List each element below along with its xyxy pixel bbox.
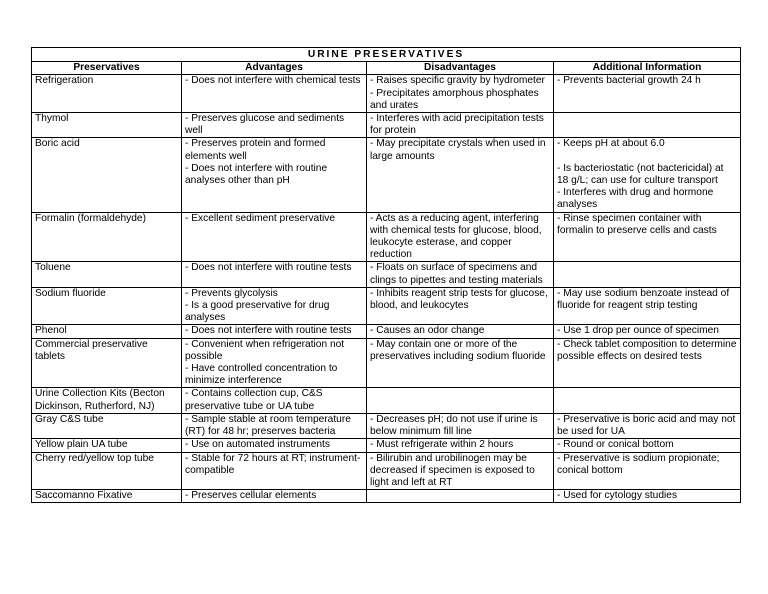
- advantages-cell: - Preserves cellular elements: [182, 490, 367, 503]
- additional-info-cell: - Use 1 drop per ounce of specimen: [554, 325, 741, 338]
- preservative-cell: Boric acid: [32, 138, 182, 212]
- advantages-cell: - Preserves protein and formed elements well - Does not interfere with routine analyses other than pH: [182, 138, 367, 212]
- table-row: [32, 490, 741, 503]
- table-row: [32, 287, 741, 325]
- disadvantages-cell: - May contain one or more of the preservatives including sodium fluoride: [367, 338, 554, 388]
- additional-info-cell: - Check tablet composition to determine possible effects on desired tests: [554, 338, 741, 388]
- table-row: [32, 388, 741, 413]
- additional-info-cell: - Used for cytology studies: [554, 490, 741, 503]
- column-header-additional-information: Additional Information: [554, 62, 741, 75]
- title-row: [32, 48, 741, 62]
- disadvantages-cell: - Decreases pH; do not use if urine is below minimum fill line: [367, 413, 554, 438]
- disadvantages-cell: - Acts as a reducing agent, interfering with chemical tests for glucose, blood, leukocyte esterase, and copper reduction: [367, 212, 554, 262]
- column-header-preservatives: Preservatives: [32, 62, 182, 75]
- table-row: [32, 439, 741, 452]
- additional-info-cell: - Keeps pH at about 6.0 - Is bacteriostatic (not bactericidal) at 18 g/L; can use for culture transport - Interferes with drug and hormone analyses: [554, 138, 741, 212]
- disadvantages-cell: - Interferes with acid precipitation tests for protein: [367, 113, 554, 138]
- advantages-cell: - Sample stable at room temperature (RT) for 48 hr; preserves bacteria: [182, 413, 367, 438]
- disadvantages-cell: - Floats on surface of specimens and clings to pipettes and testing materials: [367, 262, 554, 287]
- table-row: [32, 262, 741, 287]
- preservative-cell: Sodium fluoride: [32, 287, 182, 325]
- preservative-cell: Refrigeration: [32, 75, 182, 113]
- disadvantages-cell: - Causes an odor change: [367, 325, 554, 338]
- disadvantages-cell: - Inhibits reagent strip tests for glucose, blood, and leukocytes: [367, 287, 554, 325]
- additional-info-cell: [554, 113, 741, 138]
- disadvantages-cell: - Raises specific gravity by hydrometer - Precipitates amorphous phosphates and urates: [367, 75, 554, 113]
- additional-info-cell: - Rinse specimen container with formalin to preserve cells and casts: [554, 212, 741, 262]
- disadvantages-cell: - Must refrigerate within 2 hours: [367, 439, 554, 452]
- table-row: [32, 113, 741, 138]
- preservative-cell: Formalin (formaldehyde): [32, 212, 182, 262]
- table-body: [32, 75, 741, 503]
- table-row: [32, 212, 741, 262]
- disadvantages-cell: - Bilirubin and urobilinogen may be decreased if specimen is exposed to light and left at RT: [367, 452, 554, 490]
- column-header-advantages: Advantages: [182, 62, 367, 75]
- advantages-cell: - Stable for 72 hours at RT; instrument-compatible: [182, 452, 367, 490]
- preservative-cell: Yellow plain UA tube: [32, 439, 182, 452]
- advantages-cell: - Convenient when refrigeration not possible - Have controlled concentration to minimize interference: [182, 338, 367, 388]
- column-header-disadvantages: Disadvantages: [367, 62, 554, 75]
- additional-info-cell: - Prevents bacterial growth 24 h: [554, 75, 741, 113]
- additional-info-cell: - Round or conical bottom: [554, 439, 741, 452]
- additional-info-cell: - Preservative is sodium propionate; conical bottom: [554, 452, 741, 490]
- advantages-cell: - Does not interfere with routine tests: [182, 262, 367, 287]
- advantages-cell: - Excellent sediment preservative: [182, 212, 367, 262]
- preservative-cell: Phenol: [32, 325, 182, 338]
- table-row: [32, 138, 741, 212]
- table-row: [32, 325, 741, 338]
- preservative-cell: Commercial preservative tablets: [32, 338, 182, 388]
- table-title: URINE PRESERVATIVES: [32, 48, 741, 62]
- advantages-cell: - Prevents glycolysis - Is a good preservative for drug analyses: [182, 287, 367, 325]
- preservative-cell: Cherry red/yellow top tube: [32, 452, 182, 490]
- advantages-cell: - Does not interfere with chemical tests: [182, 75, 367, 113]
- table-row: [32, 413, 741, 438]
- advantages-cell: - Preserves glucose and sediments well: [182, 113, 367, 138]
- advantages-cell: - Contains collection cup, C&S preservative tube or UA tube: [182, 388, 367, 413]
- urine-preservatives-table: [31, 47, 741, 503]
- preservative-cell: Urine Collection Kits (Becton Dickinson, Rutherford, NJ): [32, 388, 182, 413]
- table-row: [32, 452, 741, 490]
- advantages-cell: - Use on automated instruments: [182, 439, 367, 452]
- preservative-cell: Toluene: [32, 262, 182, 287]
- preservative-cell: Gray C&S tube: [32, 413, 182, 438]
- additional-info-cell: [554, 262, 741, 287]
- header-row: [32, 62, 741, 75]
- preservative-cell: Thymol: [32, 113, 182, 138]
- disadvantages-cell: - May precipitate crystals when used in large amounts: [367, 138, 554, 212]
- disadvantages-cell: [367, 490, 554, 503]
- additional-info-cell: - Preservative is boric acid and may not be used for UA: [554, 413, 741, 438]
- additional-info-cell: [554, 388, 741, 413]
- preservative-cell: Saccomanno Fixative: [32, 490, 182, 503]
- advantages-cell: - Does not interfere with routine tests: [182, 325, 367, 338]
- disadvantages-cell: [367, 388, 554, 413]
- table-row: [32, 338, 741, 388]
- additional-info-cell: - May use sodium benzoate instead of fluoride for reagent strip testing: [554, 287, 741, 325]
- table-row: [32, 75, 741, 113]
